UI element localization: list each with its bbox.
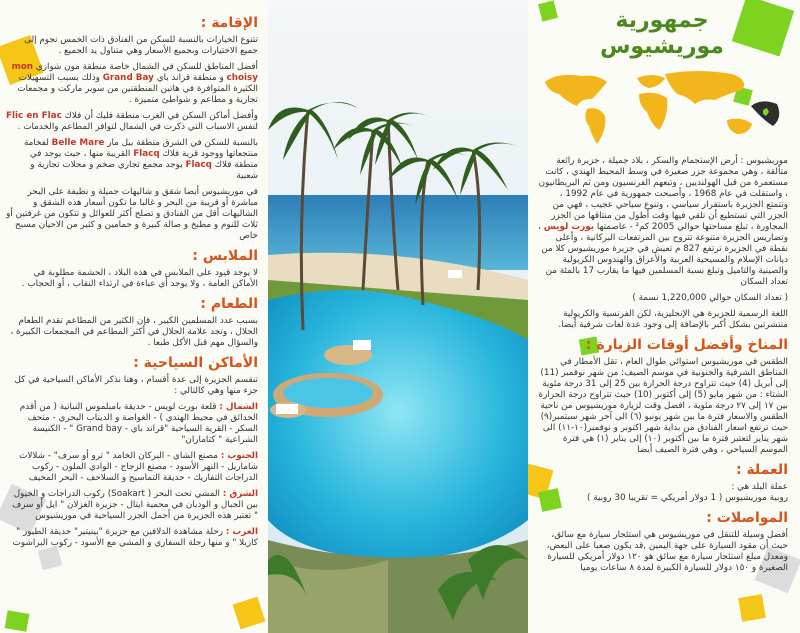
- accommodation-apartments: في موريشيوس أيضا شقق و شاليهات جميلة و نظيفة على البحر مباشرة أو قريبة من البحر و غالبا ما تكون أسعار هذه الشقق و الشاليهات أقل من الفنادق و تصلح أكثر للعوائل و تتكون من غرفتين أو ثلاث للنوم و مطبخ و صالة كبيرة و حمامين و كثير من الاحيان مسبح خاص: [6, 187, 258, 241]
- transport-text: أفضل وسيلة للتنقل في موريشيوس هي استئجار سيارة مع سائق، حيث أن مقود السيارة على جهة اليمين ,قد يكون صعبا على البعض، ومعدل مبلغ استئجار سيارة مع سائق هو ١٢٠ دولار أمريكي للسيارة الصغيرة و ١٥٠ دولار للسيارة الكبيرة لمدة ٨ ساعات يوميا: [546, 530, 788, 573]
- tourism-heading: الأماكن السياحية :: [133, 355, 258, 371]
- climate-text: الطقس في موريشيوس استوائي طوال العام ، تقل الأمطار في المناطق الشرقية والجنوبية في موسم الصيف: من شهر نوفمبر (11) إلى أبريل (4) حيث تتراوح درجة الحرارة بين 25 إلى 31 درجة مئوية الشتاء : من شهر مايو (5) إلى أكتوبر (10) حيث تتراوح درجة الحرارة بين ١٧ إلى ٢٧ درجة مئوية ، افضل وقت لزيارة موريشيوس من ناحية الطقس والاسعار فترة ما بين شهر يونيو (٦) الى آخر شهر سبتمبر(٩) حيث ترتفع اسعار الفنادق من بداية شهر اكتوبر و نوفمبر(١٠-١١) الى شهر يناير لتعتبر فترة ما بين أكتوبر (١٠) إلى يناير (١) هي فترة الموسم السياحي ، وهي فترة الصيف أيضا: [538, 357, 788, 455]
- population-note: ( تعداد السكان حوالي 1,220,000 نسمة ): [632, 293, 788, 303]
- accommodation-heading: الإقامة :: [200, 15, 258, 31]
- transport-heading: المواصلات :: [706, 510, 788, 526]
- accommodation-east: بالنسبة للسكن في الشرق منطقة بيل مار Belle Mare لفخامة منتجعاتها ووجود قرية فلاك Flacq القريبة منها ، حيث يوجد في منطقة فلاك Flacq يوجد مجمع تجاري ضخم و محلات تجارية و شعبية: [23, 138, 258, 181]
- country-title-line2: موريشيوس: [600, 34, 724, 59]
- food-text: بسبب عدد المسلمين الكبير ، فإن الكثير من المطاعم تقدم الطعام الحلال ، وتجد علامة الحلال في أكثر المطاعم في المجمعات الكبيرة ، والسؤال مهم قبل الأكل طبعا .: [10, 316, 258, 348]
- tourism-east: الشرق : المشي تحت البحر ( Soakart) ركوب الدراجات و الخيول بين الجبال و الوديان في محمية ايتال - جزيرة الغزلان " ايل أو سرف " تعتبر هذه الجزيرة من أجمل الجزر السياحية في موريشيوس: [12, 489, 258, 521]
- clothing-heading: الملابس :: [192, 248, 258, 264]
- climate-heading: المناخ وأفضل أوقات الزيارة :: [585, 337, 788, 353]
- world-map-illustration: [537, 64, 787, 152]
- accommodation-west: وأفضل أماكن السكن في الغرب منطقة فليك أن فلاك Flic en Flac لنفس الاسباب التي ذكرت في الشمال لتوافر المطاعم والخدمات .: [6, 111, 258, 132]
- intro-paragraph: موريشيوس : أرض الإستجمام والسكر ، بلاد جميلة ، جزيرة رائعة متألقة ، وهي مجموعة جزر صغيرة في وسط المحيط الهندي ، كانت مستعمرة من قبل الهولنديين ، وتبعهم الفرنسيون ومن ثم البريطانيون ، واستقلت في عام 1968 ، وأصبحت جمهورية في عام 1992 ، وتتمتع الجزيرة باستقرار سياسي ، وتنوع سياحي عجيب ، فهي من الجزر التي تستطيع أن تلقي فيها وقت أطول من منتاقها من الجزر المجاورة ، تبلغ مساحتها حوالي 2005 كم² - عاصمتها بورت لويس ، وتضاريس الجزيرة متنوعة تتروح بين المرتفعات البركانية ، وأعلى نقطة في الجزيرة ترتفع 827 م تعيش في جزيرة موريشيوس كلا من ديانات الإسلام والمسيحية العربية والأعراق والهندوس الكريولية والصينية والتاميل وتبلغ نسبة المسلمين فيها ما يقارب 17 بالمئة من تعداد السكان: [538, 156, 788, 287]
- currency-heading: العملة :: [735, 462, 788, 478]
- tourism-west: الغرب : رحلة مشاهدة الدلافين مع جزيرة "بينيتير" حديقة الطيور " كازيلا " و منها رحلة السفاري و المشي مع الأسود - ركوب البراشوت: [12, 527, 258, 548]
- country-title-line1: جمهورية: [615, 8, 709, 33]
- tourism-south: الجنوب : مصنع الشاي - البركان الخامد " ترو أو سرف" - شلالات شاماريل - النهر الأسود - مصنع الزجاج - الوادي الملون - ركوب الدراجات التفاريك - حديقة التماسيح و السلاحف - البحر المخيف: [19, 451, 258, 483]
- clothing-text: لا يوجد قيود على الملابس في هذه البلاد ، الحشمة مطلوبة في الأماكن العامة ، ولا يوجد أي عباءة في ارتداء النقاب ، أو الحجاب .: [21, 268, 258, 289]
- left-column: [0, 0, 268, 633]
- accommodation-north: أفضل المناطق للسكن في الشمال خاصة منطقة مون شوازي mon choisy و منطقة قراند باي Grand Bay وذلك بسبب التسهيلات الكثيرة المتوافرة في هاتين المنطقتين من سوبر ماركت و مجمعات تجارية و مطاعم و شواطئ متميزة .: [11, 62, 258, 105]
- tourism-north: الشمال : قلعة بورت لويس - حديقة بامبلموس النباتية ( من أقدم الحدائق في محيط الهندي ) - الغواصة و الديناب البحري - متحف السكر - القرية السياحية "قراند باي - Grand bay " - الكنيسة الشراعية " كتاماران": [19, 402, 258, 445]
- tourism-intro: تنقسم الجزيرة إلى عدة أقسام ، وهنا نذكر الأماكن السياحية في كل جزء منها وهي كالتالي :: [14, 375, 258, 396]
- resort-pool-photo: [268, 0, 528, 633]
- languages-paragraph: اللغة الرسمية للجزيرة هي الإنجليزية، لكن الفرنسية والكريولية منتشرتين بشكل أكبر بالإضافة إلى وجود عدة لغات شرقية أيضا.: [558, 309, 788, 330]
- food-heading: الطعام :: [200, 296, 258, 312]
- accommodation-intro: تتنوع الخيارات بالنسبة للسكن من الفنادق ذات الخمس نجوم إلى جميع الاختيارات وبجميع الأسعار وهي متناول يد الجميع .: [24, 35, 258, 56]
- right-column: [528, 0, 800, 633]
- currency-text: عملة البلد هي : روبية موريشيوس ( 1 دولار أمريكي = تقريبا 30 روبية ): [587, 482, 788, 503]
